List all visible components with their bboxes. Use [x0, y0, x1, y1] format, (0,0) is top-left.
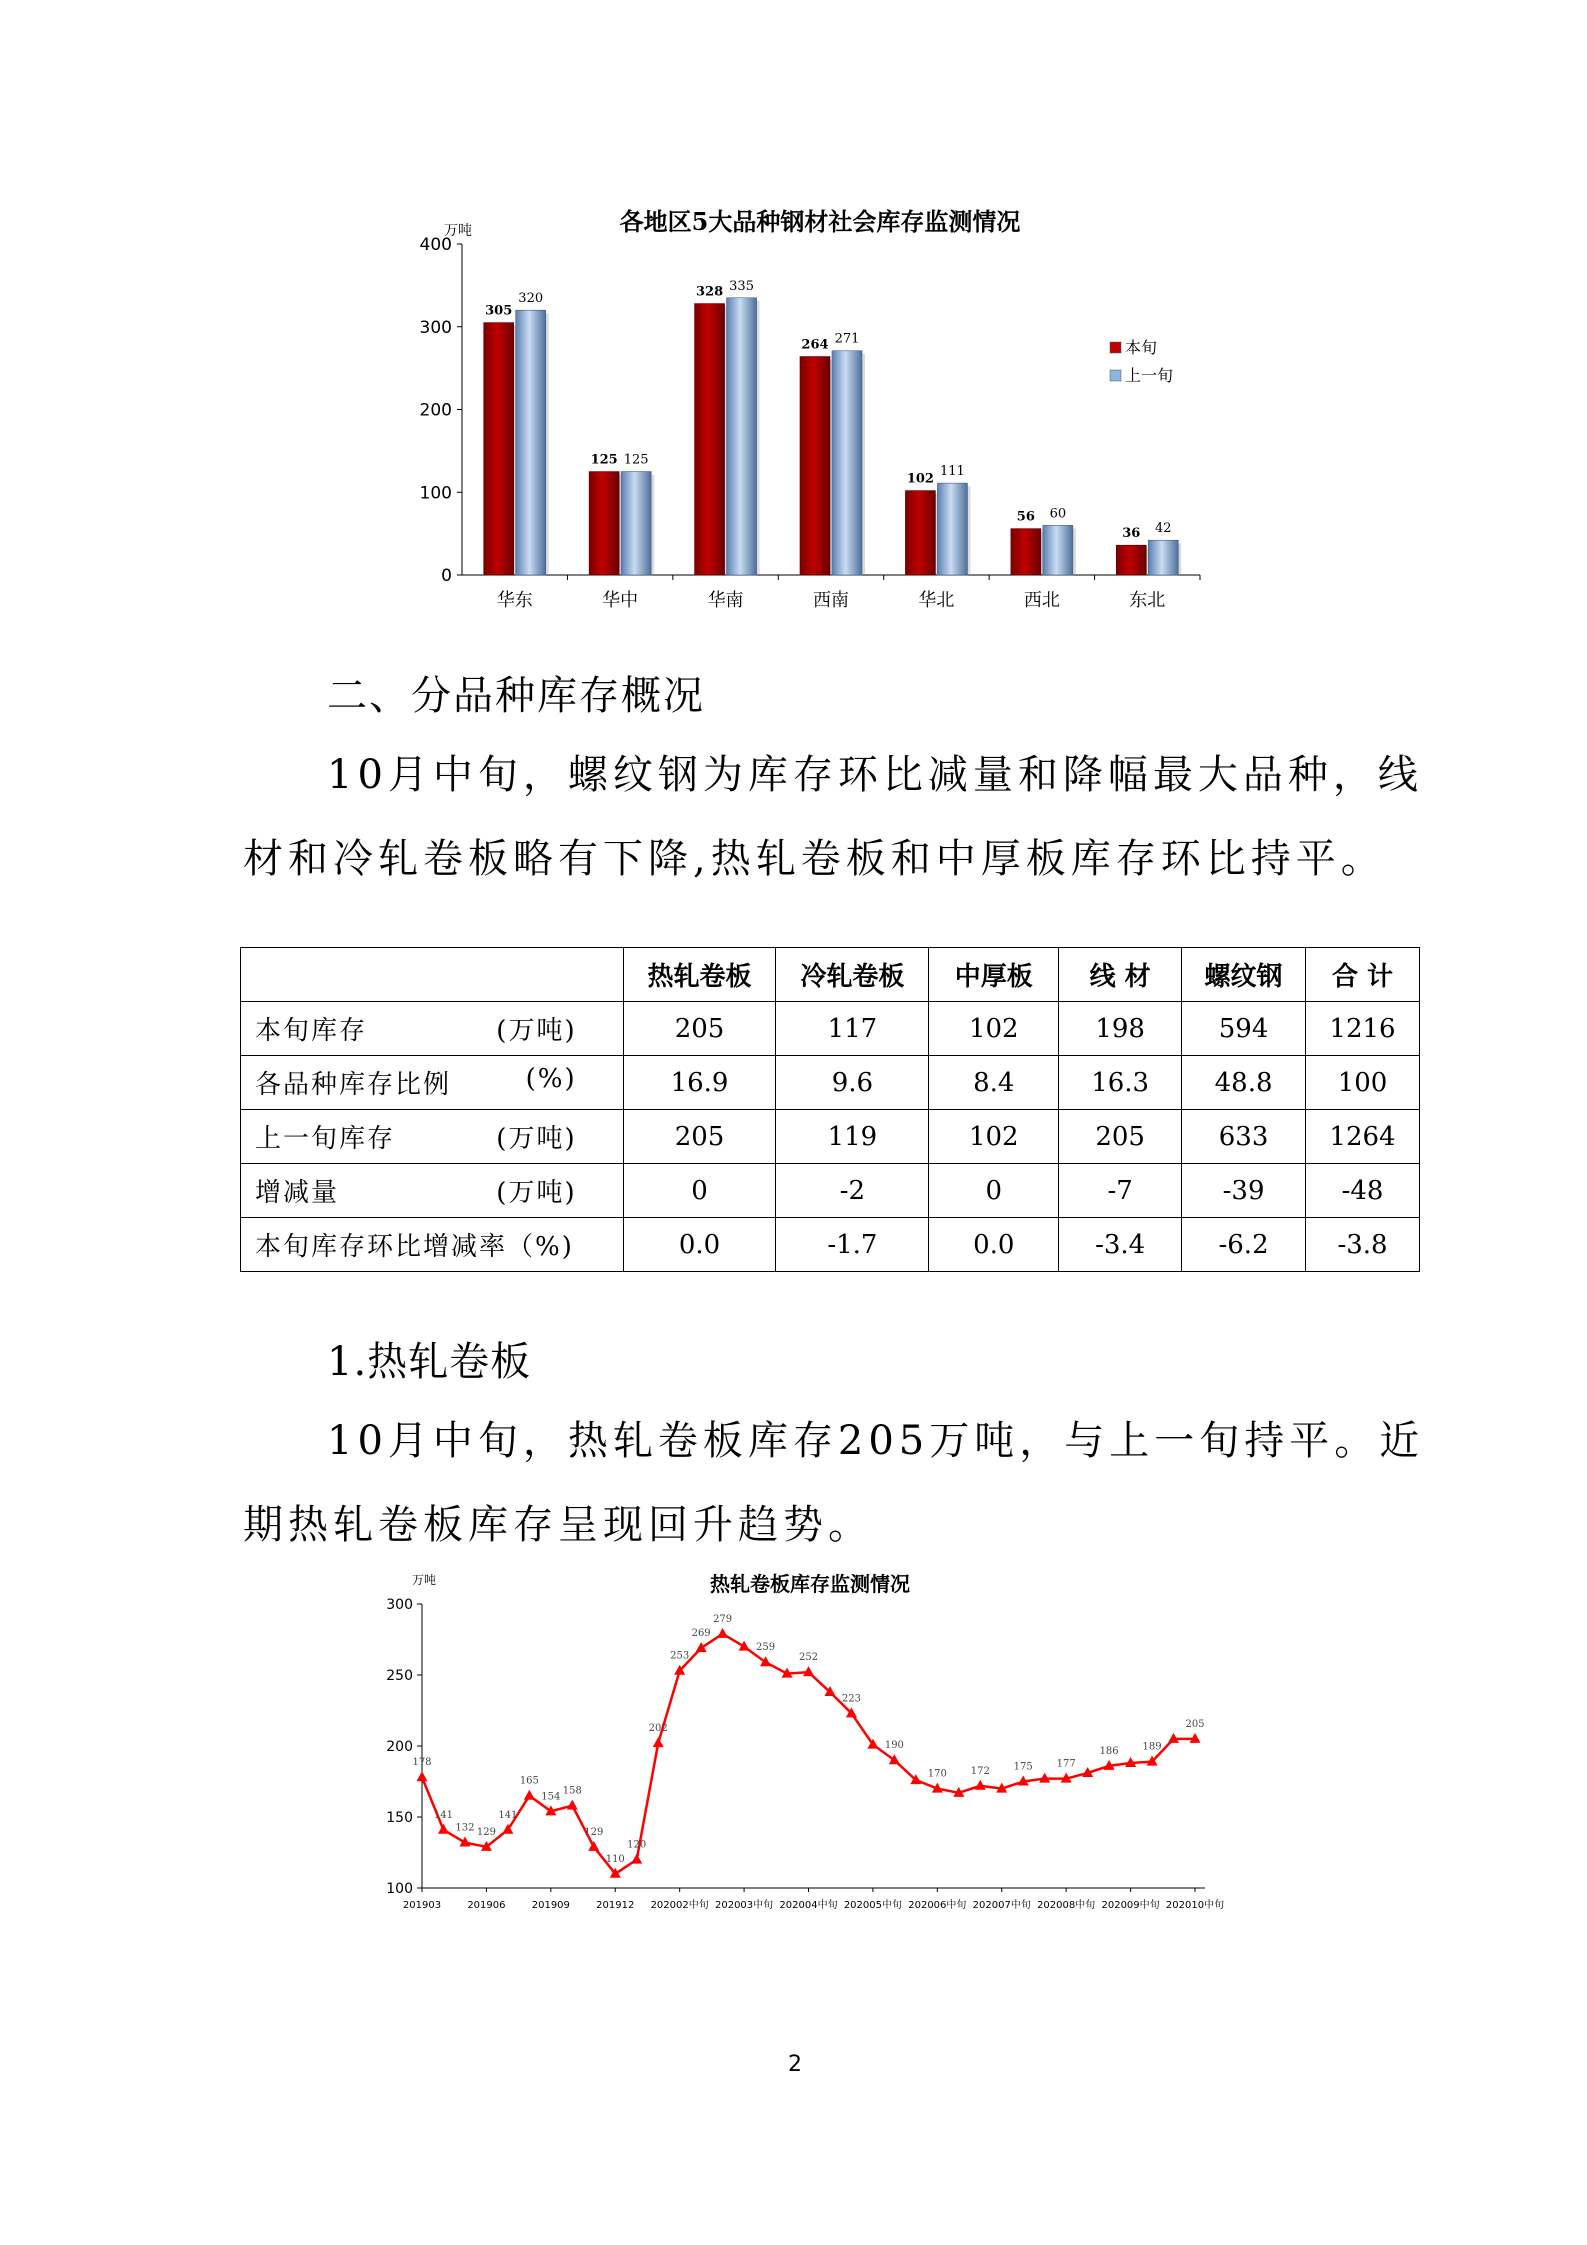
- table-cell: -1.7: [776, 1218, 929, 1272]
- bar-value-label: 125: [590, 452, 618, 468]
- bar-value-label: 125: [623, 452, 649, 468]
- bar-value-label: 264: [801, 337, 829, 353]
- bar-current: [484, 323, 514, 575]
- point-value-label: 158: [562, 1785, 582, 1797]
- row-label: [241, 1218, 624, 1272]
- table-cell: 16.3: [1059, 1056, 1182, 1110]
- data-point: [631, 1854, 642, 1864]
- y-tick-label: 400: [420, 235, 452, 255]
- legend-swatch: [1110, 342, 1121, 353]
- table-cell: -3.4: [1059, 1218, 1182, 1272]
- y-tick-label: 300: [420, 317, 452, 338]
- bar-value-label: 328: [696, 284, 724, 300]
- table-header-cell: 螺纹钢: [1182, 948, 1306, 1002]
- bar-value-label: 305: [485, 303, 513, 319]
- point-value-label: 165: [519, 1775, 539, 1787]
- y-tick-label: 100: [386, 1881, 413, 1897]
- point-value-label: 202: [648, 1723, 668, 1735]
- table-cell: 48.8: [1182, 1056, 1306, 1110]
- table-row: [241, 1110, 1420, 1164]
- y-tick-label: 200: [420, 400, 452, 421]
- data-point: [889, 1754, 900, 1764]
- table-cell: -2: [776, 1164, 929, 1218]
- table-row: [241, 1056, 1420, 1110]
- bar-value-label: 111: [940, 464, 965, 480]
- data-point: [588, 1841, 599, 1851]
- y-tick-label: 100: [420, 483, 452, 504]
- table-header-cell: 中厚板: [929, 948, 1059, 1002]
- table-cell: 633: [1182, 1110, 1306, 1164]
- table-cell: 0.0: [623, 1218, 776, 1272]
- table-cell: 205: [623, 1110, 776, 1164]
- bar-value-label: 56: [1016, 509, 1035, 525]
- x-tick-label: 202006中旬: [908, 1900, 967, 1911]
- x-tick-label: 201906: [467, 1900, 506, 1911]
- row-label: [241, 1002, 624, 1056]
- data-point: [717, 1628, 728, 1638]
- point-value-label: 172: [970, 1765, 990, 1777]
- row-label: [241, 1110, 624, 1164]
- table-cell: 117: [776, 1002, 929, 1056]
- bar-value-label: 36: [1122, 526, 1141, 542]
- paragraph-line: 材和冷轧卷板略有下降,热轧卷板和中厚板库存环比持平。: [243, 836, 1386, 882]
- point-value-label: 132: [455, 1822, 475, 1834]
- point-value-label: 178: [412, 1757, 432, 1769]
- x-tick-label: 华中: [602, 590, 639, 611]
- table-cell: 205: [1059, 1110, 1182, 1164]
- table-cell: -7: [1059, 1164, 1182, 1218]
- bar-value-label: 42: [1155, 521, 1172, 537]
- point-value-label: 129: [584, 1826, 604, 1838]
- row-unit: (万吨): [496, 1178, 577, 1208]
- y-tick-label: 0: [441, 566, 452, 586]
- bar-previous: [1148, 540, 1178, 575]
- x-tick-label: 202008中旬: [1037, 1900, 1096, 1911]
- point-value-label: 120: [627, 1839, 647, 1851]
- paragraph-line: 10月中旬，热轧卷板库存205万吨，与上一旬持平。近: [327, 1418, 1425, 1464]
- x-tick-label: 华东: [496, 590, 533, 611]
- table-cell: 100: [1306, 1056, 1420, 1110]
- data-point: [760, 1656, 771, 1666]
- page-number: 2: [788, 2052, 802, 2077]
- table-cell: 1264: [1306, 1110, 1420, 1164]
- table-row: [241, 1218, 1420, 1272]
- row-unit: (万吨): [496, 1016, 577, 1046]
- x-tick-label: 华北: [918, 590, 955, 611]
- point-value-label: 253: [670, 1650, 690, 1662]
- x-tick-label: 东北: [1129, 590, 1166, 611]
- bar-previous: [516, 310, 546, 575]
- table-cell: 102: [929, 1002, 1059, 1056]
- bar-value-label: 271: [834, 331, 860, 347]
- bar-previous: [937, 483, 967, 575]
- paragraph-line: 10月中旬，螺纹钢为库存环比减量和降幅最大品种，线: [327, 752, 1423, 798]
- point-value-label: 175: [1013, 1761, 1033, 1773]
- point-value-label: 186: [1099, 1745, 1119, 1757]
- bar-value-label: 60: [1049, 506, 1067, 522]
- data-point: [417, 1771, 428, 1781]
- x-tick-label: 202010中旬: [1165, 1900, 1225, 1911]
- table-row: [241, 1164, 1420, 1218]
- x-tick-label: 西北: [1023, 590, 1060, 611]
- y-tick-label: 250: [386, 1668, 413, 1684]
- table-cell: -39: [1182, 1164, 1306, 1218]
- row-unit: (万吨): [496, 1124, 577, 1154]
- point-value-label: 279: [713, 1613, 733, 1625]
- table-cell: 119: [776, 1110, 929, 1164]
- point-value-label: 129: [476, 1826, 496, 1838]
- point-value-label: 259: [756, 1642, 776, 1654]
- point-value-label: 154: [541, 1791, 561, 1803]
- bar-value-label: 335: [729, 278, 754, 294]
- section-heading: 二、分品种库存概况: [327, 673, 705, 719]
- row-label-text: 增减量: [255, 1178, 340, 1208]
- table-header-cell: 热轧卷板: [623, 948, 776, 1002]
- bar-current: [589, 472, 619, 575]
- table-cell: 8.4: [929, 1056, 1059, 1110]
- row-label-text: 本旬库存: [255, 1016, 368, 1046]
- point-value-label: 223: [841, 1693, 861, 1705]
- data-point: [975, 1780, 986, 1790]
- x-tick-label: 华南: [707, 590, 744, 611]
- point-value-label: 177: [1056, 1758, 1076, 1770]
- x-tick-label: 202005中旬: [843, 1900, 903, 1911]
- table-cell: 102: [929, 1110, 1059, 1164]
- chart-title: 各地区5大品种钢材社会库存监测情况: [619, 207, 1021, 236]
- bar-current: [1011, 529, 1041, 575]
- x-tick-label: 201912: [596, 1900, 635, 1911]
- y-axis-unit: 万吨: [444, 223, 472, 239]
- bar-current: [695, 304, 725, 575]
- table-cell: 9.6: [776, 1056, 929, 1110]
- y-tick-label: 300: [386, 1597, 413, 1613]
- legend-swatch: [1110, 370, 1121, 381]
- table-cell: 16.9: [623, 1056, 776, 1110]
- bar-value-label: 102: [906, 471, 934, 487]
- table-cell: -3.8: [1306, 1218, 1420, 1272]
- table-header-cell: 冷轧卷板: [776, 948, 929, 1002]
- point-value-label: 141: [433, 1809, 454, 1821]
- table-cell: 0: [929, 1164, 1059, 1218]
- point-value-label: 269: [691, 1628, 711, 1640]
- row-unit: (%): [525, 1064, 577, 1094]
- table-cell: 205: [623, 1002, 776, 1056]
- point-value-label: 110: [605, 1853, 625, 1865]
- chart-title: 热轧卷板库存监测情况: [710, 1572, 910, 1596]
- bar-value-label: 320: [518, 291, 544, 307]
- table-header-cell: 合 计: [1306, 948, 1420, 1002]
- point-value-label: 189: [1142, 1741, 1162, 1753]
- y-axis-unit: 万吨: [412, 1573, 437, 1587]
- x-tick-label: 202003中旬: [714, 1900, 774, 1911]
- bar-previous: [621, 472, 651, 575]
- row-label-text: 上一旬库存: [255, 1124, 396, 1154]
- bar-chart-svg: [420, 200, 1220, 630]
- point-value-label: 190: [884, 1740, 904, 1752]
- row-label-text: 各品种库存比例: [255, 1070, 452, 1100]
- legend-label: 上一旬: [1125, 366, 1174, 385]
- x-tick-label: 202009中旬: [1101, 1900, 1160, 1911]
- point-value-label: 141: [498, 1809, 518, 1821]
- inventory-table: [240, 947, 1420, 1272]
- table-cell: 198: [1059, 1002, 1182, 1056]
- legend-label: 本旬: [1125, 338, 1158, 357]
- table-header-cell: 线 材: [1059, 948, 1182, 1002]
- region-inventory-bar-chart: [420, 200, 1220, 630]
- table-cell: 1216: [1306, 1002, 1420, 1056]
- bar-current: [905, 491, 935, 575]
- table-cell: 0: [623, 1164, 776, 1218]
- data-point: [567, 1800, 578, 1810]
- bar-current: [1116, 545, 1146, 575]
- table-cell: -48: [1306, 1164, 1420, 1218]
- table-cell: -6.2: [1182, 1218, 1306, 1272]
- point-value-label: 170: [927, 1768, 947, 1780]
- line-chart-svg: [380, 1568, 1240, 1928]
- table-cell: 0.0: [929, 1218, 1059, 1272]
- row-label: [241, 1164, 624, 1218]
- data-point: [524, 1790, 535, 1800]
- subsection-heading: 1.热轧卷板: [327, 1339, 532, 1385]
- data-point: [803, 1666, 814, 1676]
- x-tick-label: 202004中旬: [779, 1900, 838, 1911]
- bar-previous: [1043, 525, 1073, 575]
- table-cell: 594: [1182, 1002, 1306, 1056]
- table-row: [241, 1002, 1420, 1056]
- bar-previous: [832, 351, 862, 575]
- x-tick-label: 西南: [813, 590, 849, 611]
- x-tick-label: 201909: [531, 1900, 570, 1911]
- data-point: [438, 1824, 449, 1834]
- data-point: [653, 1737, 664, 1747]
- point-value-label: 252: [798, 1652, 819, 1664]
- table-corner-cell: [241, 948, 624, 1002]
- table-header-row: [241, 948, 1420, 1002]
- y-tick-label: 200: [386, 1739, 413, 1755]
- point-value-label: 205: [1185, 1718, 1205, 1730]
- row-label: [241, 1056, 624, 1110]
- hot-rolled-line-chart: [380, 1568, 1240, 1928]
- y-tick-label: 150: [386, 1810, 413, 1826]
- x-tick-label: 202007中旬: [972, 1900, 1031, 1911]
- bar-current: [800, 357, 830, 575]
- paragraph-line: 期热轧卷板库存呈现回升趋势。: [243, 1502, 873, 1548]
- data-point: [696, 1642, 707, 1652]
- bar-previous: [727, 298, 757, 575]
- x-tick-label: 202002中旬: [650, 1900, 709, 1911]
- row-label-text: 本旬库存环比增减率（%): [255, 1232, 574, 1262]
- x-tick-label: 201903: [402, 1900, 442, 1911]
